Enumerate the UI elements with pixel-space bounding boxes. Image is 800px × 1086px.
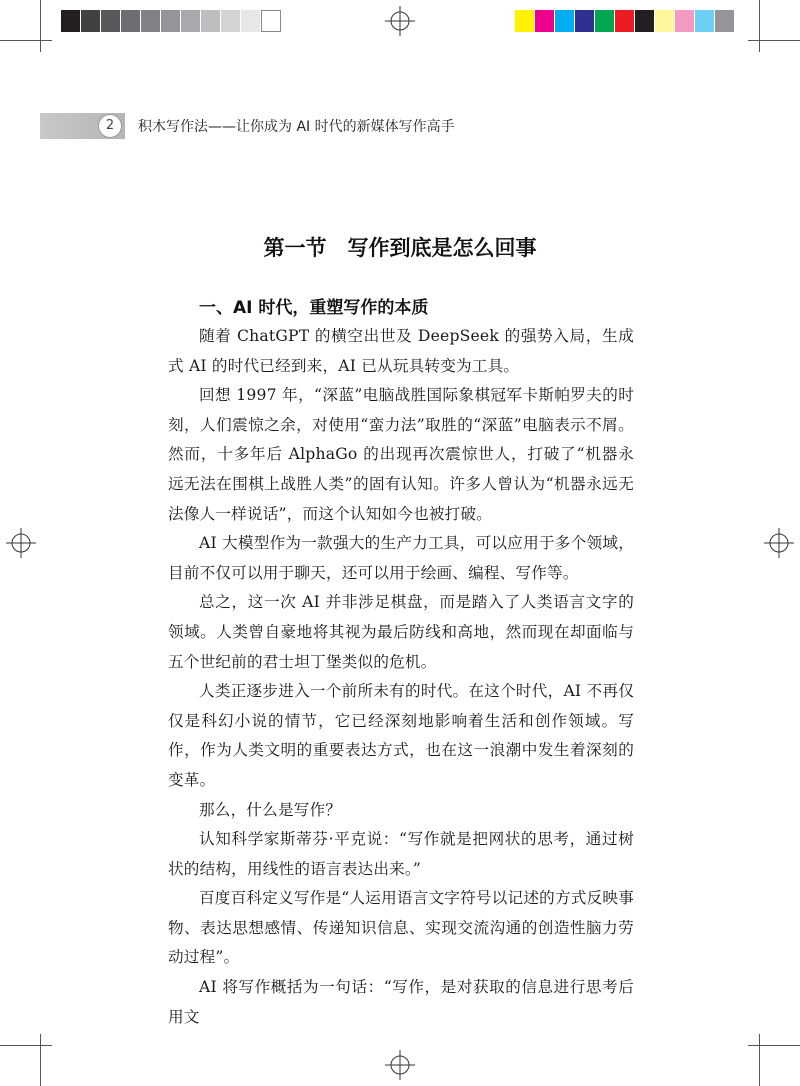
color-swatch [555,10,575,32]
paragraph: 回想 1997 年，“深蓝”电脑战胜国际象棋冠军卡斯帕罗夫的时刻，人们震惊之余，对使用“蛮力法”取胜的“深蓝”电脑表示不屑。然而，十多年后 AlphaGo 的出现再次震惊世人，打破了“机器永远无法在围棋上战胜人类”的固有认知。许多人曾认为“机器永远无法像人一样说话”，而这个认知如今也被打破。 [168,386,634,523]
color-swatch [515,10,535,32]
registration-mark-bottom [385,1050,415,1080]
paragraph: 那么，什么是写作？ [199,800,342,819]
color-swatch [615,10,635,32]
registration-mark-right [764,528,794,558]
color-swatch [261,10,281,32]
color-swatch [575,10,595,32]
crop-mark [0,1045,52,1046]
running-header [40,113,760,139]
color-swatch [81,10,101,32]
section-title: 第一节 写作到底是怎么回事 [263,236,537,260]
crop-mark [40,0,41,52]
color-swatch [675,10,695,32]
color-swatch [241,10,261,32]
crop-mark [748,40,800,41]
color-swatch [695,10,715,32]
paragraph: 随着 ChatGPT 的横空出世及 DeepSeek 的强势入局，生成式 AI 的时代已经到来，AI 已从玩具转变为工具。 [168,327,634,375]
crop-mark [0,40,52,41]
color-swatch [161,10,181,32]
crop-mark [759,1034,760,1086]
color-swatch [181,10,201,32]
cmyk-color-bar [515,10,735,32]
grayscale-color-bar [61,10,281,32]
paragraph: 人类正逐步进入一个前所未有的时代。在这个时代，AI 不再仅仅是科幻小说的情节，它已经深刻地影响着生活和创作领域。写作，作为人类文明的重要表达方式，也在这一浪潮中发生着深刻的变革。 [168,682,634,789]
registration-mark-left [6,528,36,558]
registration-mark-top [385,6,415,36]
crop-mark [748,1045,800,1046]
color-swatch [141,10,161,32]
color-swatch [715,10,735,32]
color-swatch [221,10,241,32]
book-title: 积木写作法——让你成为 AI 时代的新媒体写作高手 [138,119,455,135]
color-swatch [535,10,555,32]
body-text [168,322,634,1032]
paragraph: 认知科学家斯蒂芬·平克说：“写作就是把网状的思考，通过树状的结构，用线性的语言表达出来。” [168,830,634,878]
color-swatch [121,10,141,32]
page-number: 2 [98,114,122,138]
color-swatch [101,10,121,32]
paragraph: 总之，这一次 AI 并非涉足棋盘，而是踏入了人类语言文字的领域。人类曾自豪地将其视为最后防线和高地，然而现在却面临与五个世纪前的君士坦丁堡类似的危机。 [168,593,634,671]
color-swatch [635,10,655,32]
crop-mark [759,0,760,52]
paragraph: AI 大模型作为一款强大的生产力工具，可以应用于多个领域，目前不仅可以用于聊天，还可以用于绘画、编程、写作等。 [168,534,634,582]
paragraph: 百度百科定义写作是“人运用语言文字符号以记述的方式反映事物、表达思想感情、传递知识信息、实现交流沟通的创造性脑力劳动过程”。 [168,889,634,967]
color-swatch [201,10,221,32]
color-swatch [61,10,81,32]
paragraph: AI 将写作概括为一句话：“写作，是对获取的信息进行思考后用文 [168,978,634,1026]
color-swatch [655,10,675,32]
color-swatch [595,10,615,32]
crop-mark [40,1034,41,1086]
subsection-title: 一、AI 时代，重塑写作的本质 [199,298,429,318]
